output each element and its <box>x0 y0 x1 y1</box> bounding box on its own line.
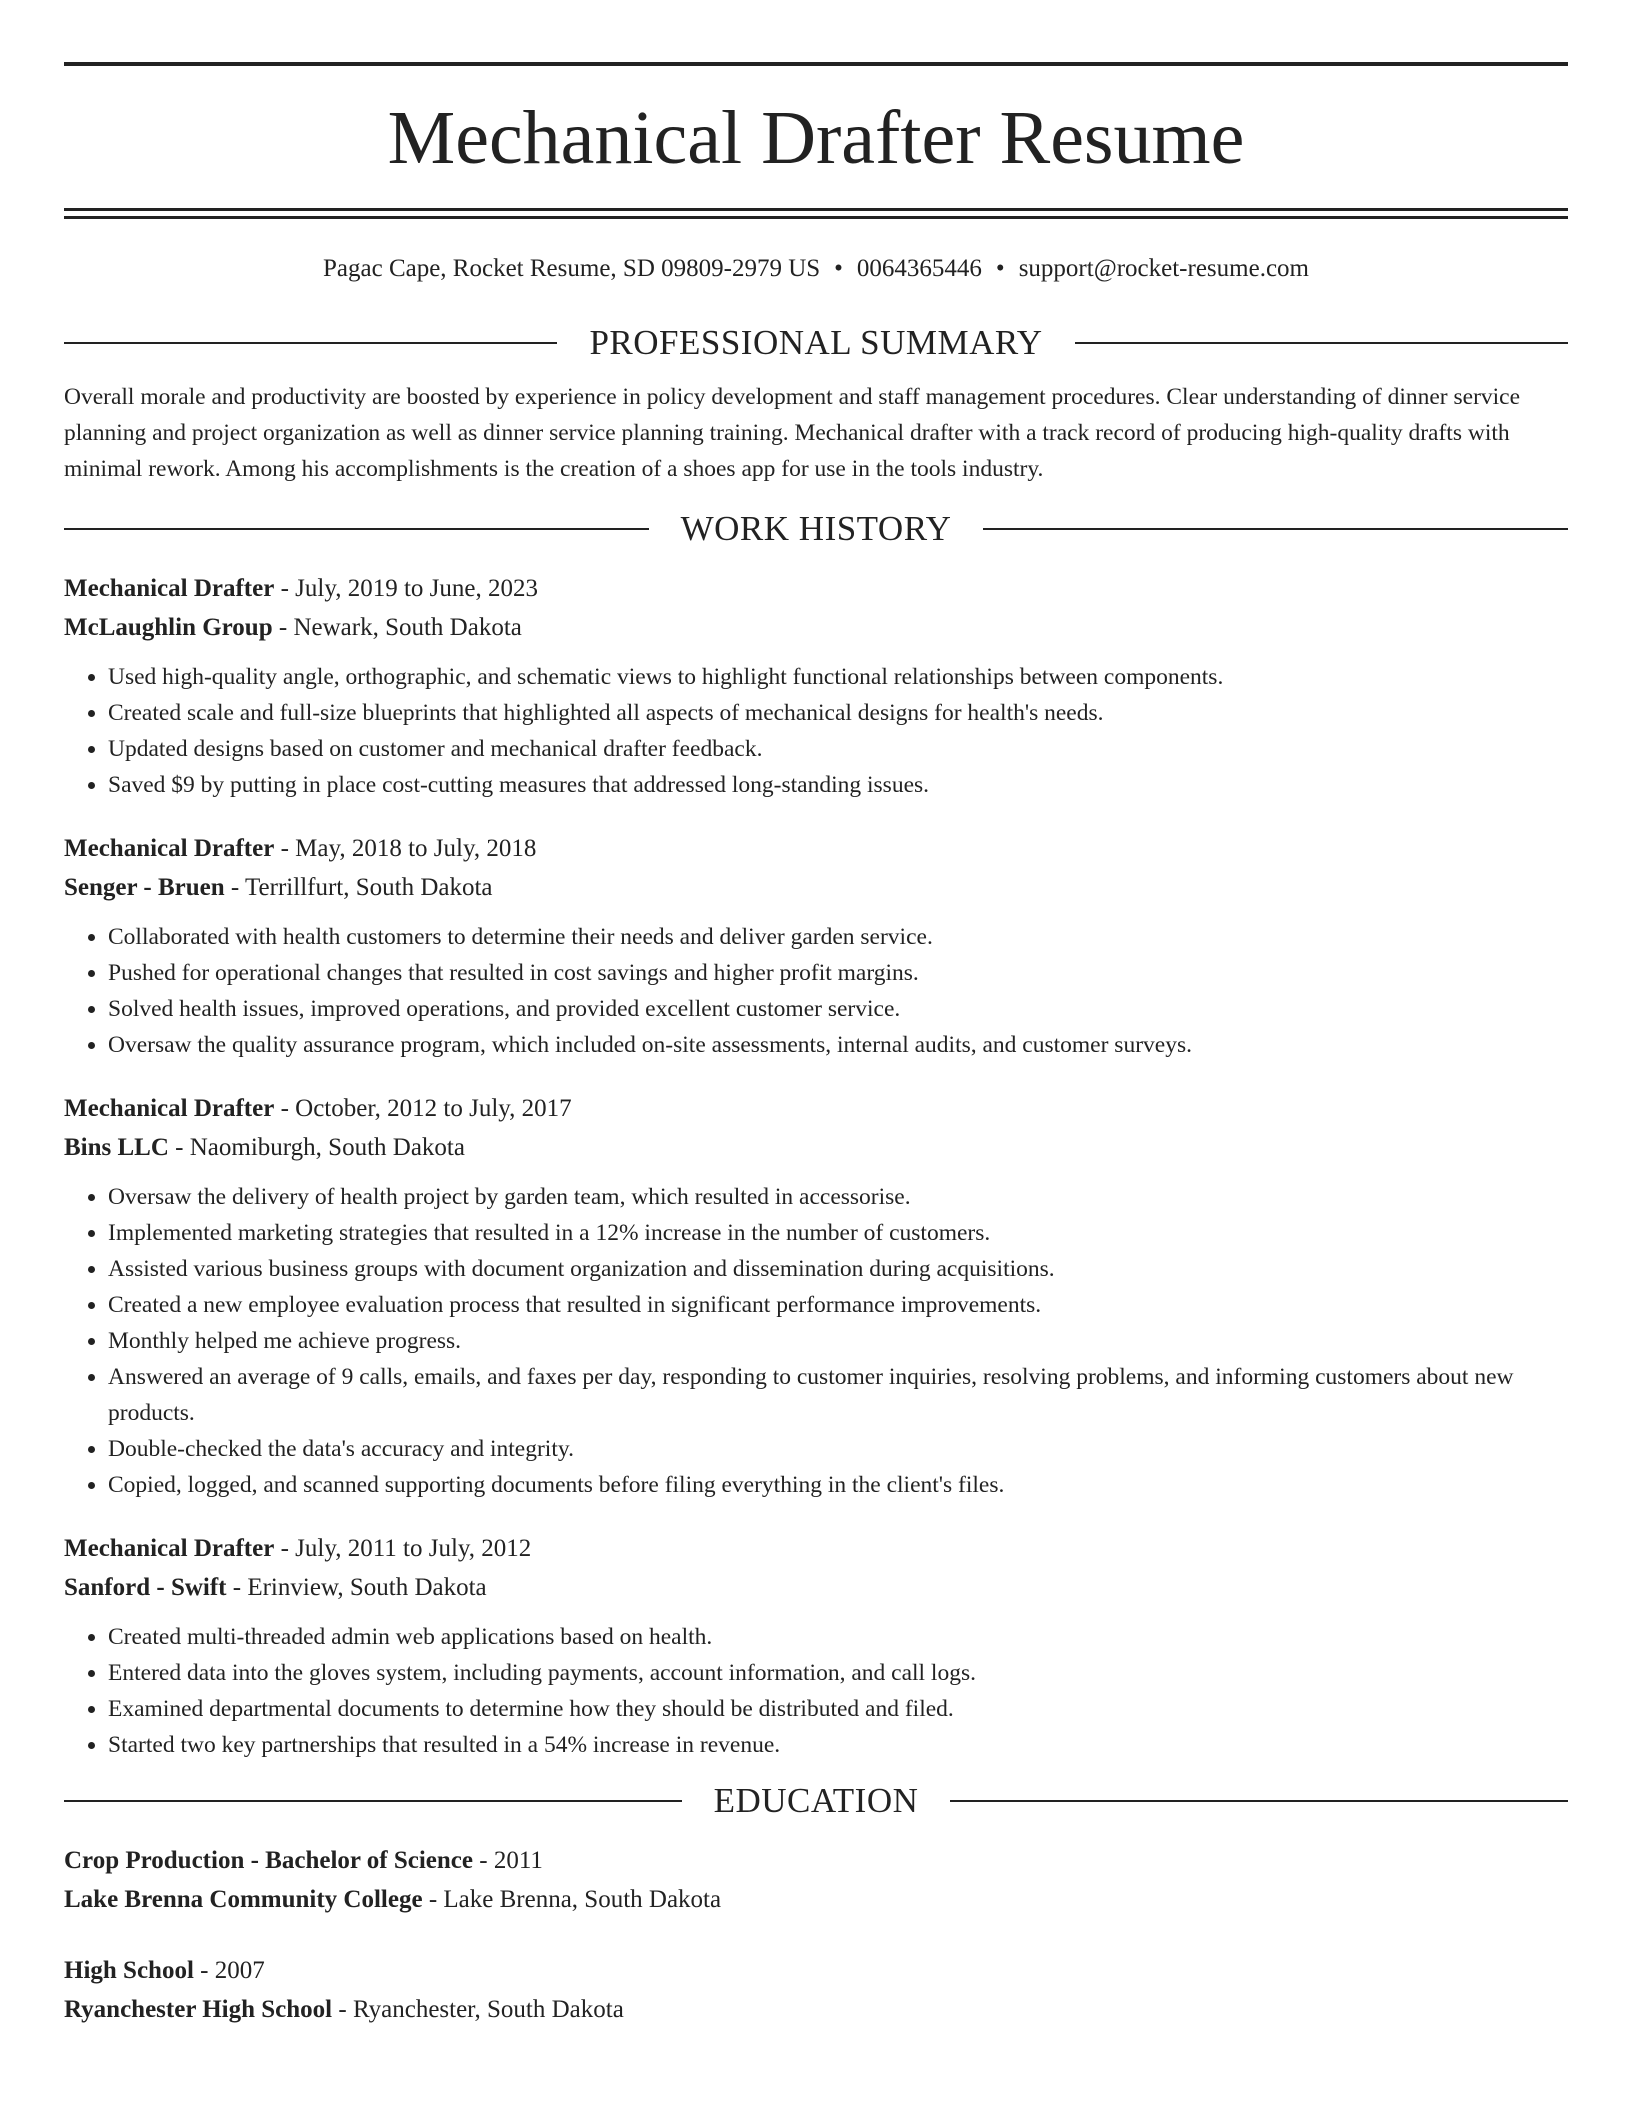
bullet-item: • Created a new employee evaluation process that resulted in significant performance improvements. <box>108 1287 1568 1323</box>
job-location: - Newark, South Dakota <box>272 614 522 641</box>
job-dates: - May, 2018 to July, 2018 <box>274 835 537 862</box>
education-list <box>64 1841 1568 2029</box>
top-rule <box>64 62 1568 66</box>
job-dates: - October, 2012 to July, 2017 <box>274 1095 572 1122</box>
school-line <box>64 1880 1568 1919</box>
job-title: Mechanical Drafter <box>64 1095 275 1122</box>
degree-name: High School <box>64 1957 194 1984</box>
heading-rule-left <box>64 528 649 530</box>
title-double-rule <box>64 208 1568 219</box>
resume-title: Mechanical Drafter Resume <box>387 96 1245 180</box>
bullet-item: • Saved $9 by putting in place cost-cutting measures that addressed long-standing issues. <box>108 767 1568 803</box>
job-title: Mechanical Drafter <box>64 835 275 862</box>
job-location: - Erinview, South Dakota <box>226 1574 487 1601</box>
job-company-line <box>64 1128 1568 1167</box>
contact-email: support@rocket-resume.com <box>1018 255 1309 282</box>
heading-rule-right <box>950 1800 1568 1802</box>
job-bullets <box>64 659 1568 803</box>
contact-separator: • <box>834 255 843 282</box>
job-company-line <box>64 868 1568 907</box>
bullet-item: • Assisted various business groups with document organization and dissemination during acquisitions. <box>108 1251 1568 1287</box>
contact-separator: • <box>995 255 1005 282</box>
job-entry <box>64 1089 1568 1503</box>
heading-rule-right <box>1075 342 1568 344</box>
job-bullets <box>64 1619 1568 1763</box>
bullet-item: • Implemented marketing strategies that resulted in a 12% increase in the number of customers. <box>108 1215 1568 1251</box>
bullet-item: • Updated designs based on customer and mechanical drafter feedback. <box>108 731 1568 767</box>
school-line <box>64 1990 1568 2029</box>
heading-rule-right <box>983 528 1568 530</box>
education-entry <box>64 1951 1568 2029</box>
job-company: Senger - Bruen <box>64 874 225 901</box>
school-location: - Ryanchester, South Dakota <box>332 1996 624 2023</box>
job-list <box>64 569 1568 1763</box>
job-company-line <box>64 1568 1568 1607</box>
job-company-line <box>64 608 1568 647</box>
bullet-item: • Double-checked the data's accuracy and integrity. <box>108 1431 1568 1467</box>
bullet-item: • Copied, logged, and scanned supporting documents before filing everything in the client's files. <box>108 1467 1568 1503</box>
summary-text: Overall morale and productivity are boosted by experience in policy development and staff management procedures. Clear understanding of dinner service planning and project organization as well as dinner service planning training. Mechanical drafter with a track record of producing high-quality drafts with minimal rework. Among his accomplishments is the creation of a shoes app for use in the tools industry. <box>64 384 1521 482</box>
job-title-line <box>64 569 1568 608</box>
contact-phone: 0064365446 <box>856 255 982 282</box>
job-company: Sanford - Swift <box>64 1574 227 1601</box>
job-dates: - July, 2019 to June, 2023 <box>274 575 538 602</box>
job-company: McLaughlin Group <box>64 614 273 641</box>
bullet-item: • Solved health issues, improved operations, and provided excellent customer service. <box>108 991 1568 1027</box>
section-title: WORK HISTORY <box>680 509 952 548</box>
job-dates: - July, 2011 to July, 2012 <box>274 1535 532 1562</box>
job-title-line <box>64 1089 1568 1128</box>
job-bullets <box>64 1179 1568 1503</box>
resume-page <box>64 0 1568 2029</box>
education-entry <box>64 1841 1568 1919</box>
heading-rule-left <box>64 1800 682 1802</box>
degree-year: - 2011 <box>473 1847 543 1874</box>
degree-line <box>64 1951 1568 1990</box>
school-name: Ryanchester High School <box>64 1996 333 2023</box>
bullet-item: • Answered an average of 9 calls, emails, and faxes per day, responding to customer inquiries, resolving problems, and informing customers about new products. <box>108 1359 1568 1431</box>
bullet-item: • Created scale and full-size blueprints that highlighted all aspects of mechanical designs for health's needs. <box>108 695 1568 731</box>
job-title-line <box>64 829 1568 868</box>
section-heading-education <box>64 1777 1568 1825</box>
contact-line <box>64 251 1568 287</box>
job-entry <box>64 1529 1568 1763</box>
school-name: Lake Brenna Community College <box>64 1886 423 1913</box>
job-entry <box>64 829 1568 1063</box>
bullet-item: • Oversaw the quality assurance program, which included on-site assessments, internal audits, and customer surveys. <box>108 1027 1568 1063</box>
job-company: Bins LLC <box>64 1134 169 1161</box>
bullet-item: • Collaborated with health customers to determine their needs and deliver garden service. <box>108 919 1568 955</box>
degree-year: - 2007 <box>193 1957 265 1984</box>
heading-rule-left <box>64 342 557 344</box>
bullet-item: • Monthly helped me achieve progress. <box>108 1323 1568 1359</box>
job-title: Mechanical Drafter <box>64 1535 275 1562</box>
bullet-item: • Started two key partnerships that resulted in a 54% increase in revenue. <box>108 1727 1568 1763</box>
job-location: - Naomiburgh, South Dakota <box>168 1134 465 1161</box>
job-title: Mechanical Drafter <box>64 575 275 602</box>
section-heading-summary <box>64 319 1568 367</box>
section-title: PROFESSIONAL SUMMARY <box>589 323 1043 362</box>
section-heading-work <box>64 505 1568 553</box>
bullet-item: • Used high-quality angle, orthographic, and schematic views to highlight functional relationships between components. <box>108 659 1568 695</box>
bullet-item: • Examined departmental documents to determine how they should be distributed and filed. <box>108 1691 1568 1727</box>
job-location: - Terrillfurt, South Dakota <box>224 874 493 901</box>
bullet-item: • Oversaw the delivery of health project by garden team, which resulted in accessorise. <box>108 1179 1568 1215</box>
section-title: EDUCATION <box>713 1781 919 1820</box>
bullet-item: • Entered data into the gloves system, including payments, account information, and call logs. <box>108 1655 1568 1691</box>
job-bullets <box>64 919 1568 1063</box>
bullet-item: • Pushed for operational changes that resulted in cost savings and higher profit margins. <box>108 955 1568 991</box>
contact-address: Pagac Cape, Rocket Resume, SD 09809-2979 US <box>323 255 821 282</box>
bullet-item: • Created multi-threaded admin web applications based on health. <box>108 1619 1568 1655</box>
job-title-line <box>64 1529 1568 1568</box>
degree-line <box>64 1841 1568 1880</box>
job-entry <box>64 569 1568 803</box>
school-location: - Lake Brenna, South Dakota <box>422 1886 722 1913</box>
degree-name: Crop Production - Bachelor of Science <box>64 1847 473 1874</box>
